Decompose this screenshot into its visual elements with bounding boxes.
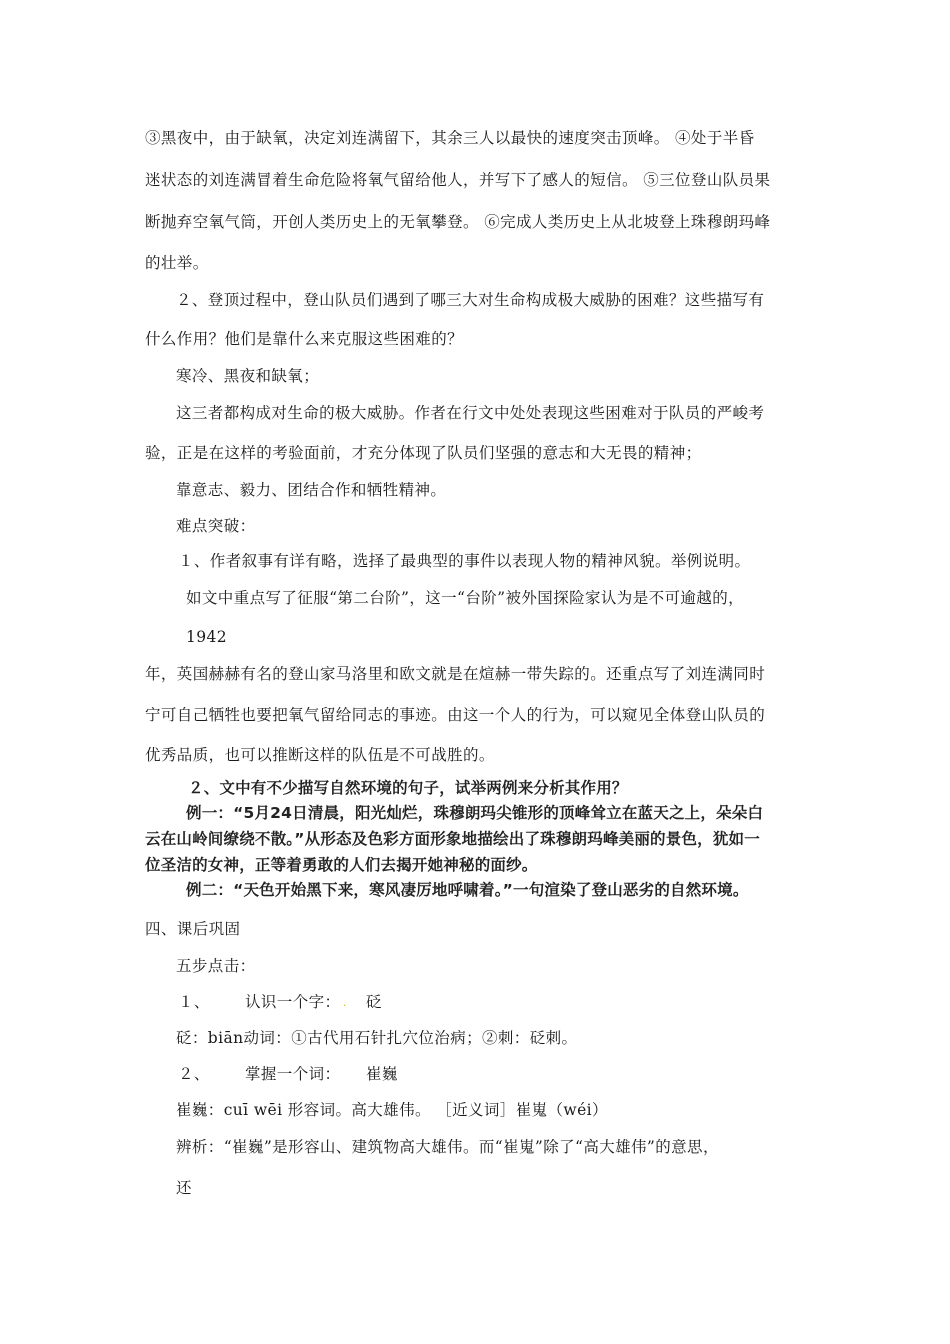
answer-line: 靠意志、毅力、团结合作和牺牲精神。: [176, 481, 447, 499]
answer-line: 寒冷、黑夜和缺氧；: [176, 367, 320, 385]
subheading: 五步点击：: [176, 957, 256, 975]
answer-line: 优秀品质，也可以推断这样的队伍是不可战胜的。: [145, 746, 495, 764]
question-line: ２、文中有不少描写自然环境的句子，试举两例来分析其作用？: [188, 779, 628, 797]
step-number: ２、: [178, 1065, 210, 1083]
answer-line: 宁可自己牺牲也要把氧气留给同志的事迹。由这一个人的行为，可以窥见全体登山队员的: [145, 706, 766, 724]
answer-line: 验，正是在这样的考验面前，才充分体现了队员们坚强的意志和大无畏的精神；: [145, 444, 702, 462]
answer-line: 如文中重点写了征服“第二台阶”，这一“台阶”被外国探险家认为是不可逾越的，: [186, 589, 744, 607]
example-line: 例一：“5月24日清晨，阳光灿烂，珠穆朗玛尖锥形的顶峰耸立在蓝天之上，朵朵白: [186, 804, 764, 822]
year-text: 1942: [186, 628, 228, 646]
step-value: 崔巍: [366, 1065, 398, 1083]
paragraph-line: ③黑夜中，由于缺氧，决定刘连满留下，其余三人以最快的速度突击顶峰。 ④处于半昏: [145, 129, 755, 147]
example-line: 云在山岭间缭绕不散。”从形态及色彩方面形象地描绘出了珠穆朗玛峰美丽的景色，犹如一: [145, 830, 760, 848]
definition-line: 崔巍：cuī wēi 形容词。高大雄伟。 ［近义词］崔嵬（wéi）: [176, 1101, 608, 1119]
answer-line: 年，英国赫赫有名的登山家马洛里和欧文就是在煊赫一带失踪的。还重点写了刘连满同时: [145, 665, 766, 683]
step-value: 砭: [366, 993, 382, 1011]
analysis-line: 辨析：“崔巍”是形容山、建筑物高大雄伟。而“崔嵬”除了“高大雄伟”的意思，: [176, 1138, 719, 1156]
analysis-line: 还: [176, 1179, 192, 1197]
section-heading: 四、课后巩固: [145, 920, 241, 938]
definition-line: 砭：biān动词：①古代用石针扎穴位治病；②刺：砭刺。: [176, 1029, 578, 1047]
example-line: 例二：“天色开始黑下来，寒风凄厉地呼啸着。”一句渲染了登山恶劣的自然环境。: [186, 881, 749, 899]
paragraph-line: 的壮举。: [145, 254, 209, 272]
question-line: ２、登顶过程中，登山队员们遇到了哪三大对生命构成极大威胁的困难？这些描写有: [176, 291, 765, 309]
dot-mark-icon: .: [343, 998, 347, 1009]
step-number: １、: [178, 993, 210, 1011]
question-line: 什么作用？他们是靠什么来克服这些困难的？: [145, 330, 464, 348]
paragraph-line: 迷状态的刘连满冒着生命危险将氧气留给他人，并写下了感人的短信。 ⑤三位登山队员果: [145, 171, 771, 189]
example-line: 位圣洁的女神，正等着勇敢的人们去揭开她神秘的面纱。: [145, 856, 538, 874]
step-label: 认识一个字：: [245, 993, 341, 1011]
answer-line: 这三者都构成对生命的极大威胁。作者在行文中处处表现这些困难对于队员的严峻考: [176, 404, 765, 422]
step-label: 掌握一个词：: [245, 1065, 341, 1083]
section-heading: 难点突破：: [176, 517, 256, 535]
question-line: １、作者叙事有详有略，选择了最典型的事件以表现人物的精神风貌。举例说明。: [178, 552, 751, 570]
paragraph-line: 断抛弃空氧气筒，开创人类历史上的无氧攀登。 ⑥完成人类历史上从北坡登上珠穆朗玛峰: [145, 213, 771, 231]
